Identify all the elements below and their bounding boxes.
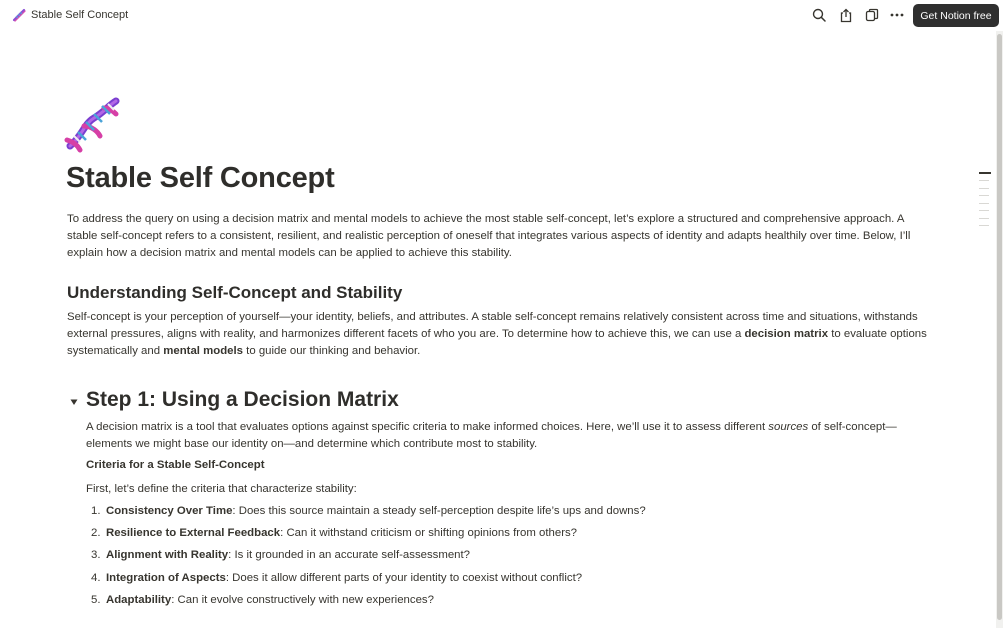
bold-text: Adaptability <box>106 594 172 606</box>
bold-text: Integration of Aspects <box>106 572 226 584</box>
intro-paragraph[interactable] <box>67 211 910 262</box>
bold-text: mental models <box>163 345 243 357</box>
duplicate-icon[interactable] <box>864 7 880 23</box>
page-icon[interactable] <box>64 96 121 153</box>
toggle-triangle-icon[interactable] <box>69 394 79 404</box>
list-item[interactable]: 1. Consistency Over Time: Does this source maintain a steady self-perception despite life’s ups and downs? <box>86 503 646 520</box>
text-line: external pressures, aligns with reality, and harmonizes different facets of who you are. To determine how to achieve this, we can use a decision matrix to evaluate options <box>67 328 927 340</box>
share-icon[interactable] <box>838 7 854 23</box>
more-icon[interactable] <box>889 7 905 23</box>
criteria-heading[interactable]: Criteria for a Stable Self-Concept <box>86 459 265 471</box>
text-line: A decision matrix is a tool that evaluates options against specific criteria to make informed choices. Here, we’ll use it to assess different sources of self-concept— <box>86 421 897 433</box>
list-item[interactable]: 4. Integration of Aspects: Does it allow different parts of your identity to coexist without conflict? <box>86 570 582 587</box>
breadcrumb[interactable] <box>12 8 128 22</box>
text-line: systematically and mental models to guide our thinking and behavior. <box>67 345 421 357</box>
scrollbar-thumb[interactable] <box>997 34 1002 620</box>
dna-icon <box>12 8 26 22</box>
toc-item[interactable] <box>979 203 989 204</box>
decision-matrix-paragraph[interactable] <box>86 419 897 453</box>
bold-text: decision matrix <box>744 328 829 340</box>
breadcrumb-title: Stable Self Concept <box>31 9 129 21</box>
page-title[interactable]: Stable Self Concept <box>66 162 335 194</box>
list-number: 5. <box>91 594 101 606</box>
toc-item[interactable] <box>979 188 989 189</box>
dna-icon <box>64 140 121 157</box>
list-number: 2. <box>91 527 101 539</box>
list-item[interactable]: 3. Alignment with Reality: Is it grounded in an accurate self-assessment? <box>86 547 470 564</box>
top-bar <box>0 0 1005 31</box>
search-icon[interactable] <box>811 7 827 23</box>
list-item[interactable]: 5. Adaptability: Can it evolve constructively with new experiences? <box>86 592 434 609</box>
table-of-contents[interactable] <box>979 172 991 233</box>
step1-heading[interactable]: Step 1: Using a Decision Matrix <box>86 388 399 411</box>
self-concept-paragraph[interactable] <box>67 309 927 360</box>
toc-item[interactable] <box>979 218 989 219</box>
text-line: stable self-concept refers to a consistent, resilient, and realistic perception of oneself that integrates various aspects of identity and adapts healthily over time. Below, I’ll <box>67 230 911 242</box>
bold-text: Resilience to External Feedback <box>106 527 281 539</box>
text-line: explain how a decision matrix and mental models can be applied to achieve this stability. <box>67 247 512 259</box>
text-line: Self-concept is your perception of yourself—your identity, beliefs, and attributes. A stable self-concept remains relatively consistent across time and situations, withstands <box>67 311 918 323</box>
criteria-intro[interactable]: First, let’s define the criteria that characterize stability: <box>86 483 357 495</box>
bold-text: Consistency Over Time <box>106 505 233 517</box>
list-item[interactable]: 2. Resilience to External Feedback: Can it withstand criticism or shifting opinions from others? <box>86 525 577 542</box>
italic-text: sources <box>768 421 809 433</box>
toc-item[interactable] <box>979 225 989 226</box>
toc-item[interactable] <box>979 180 989 181</box>
section-heading[interactable]: Understanding Self-Concept and Stability <box>67 283 403 302</box>
get-notion-free-button[interactable]: Get Notion free <box>913 4 999 27</box>
bold-text: Alignment with Reality <box>106 549 229 561</box>
list-number: 1. <box>91 505 101 517</box>
list-number: 3. <box>91 549 101 561</box>
text-line: To address the query on using a decision matrix and mental models to achieve the most stable self-concept, let’s explore a structured and comprehensive approach. A <box>67 213 905 225</box>
toc-item[interactable] <box>979 172 991 174</box>
list-number: 4. <box>91 572 101 584</box>
text-line: elements we might base our identity on—and determine which contribute most to stability. <box>86 438 538 450</box>
toc-item[interactable] <box>979 210 989 211</box>
toc-item[interactable] <box>979 195 989 196</box>
